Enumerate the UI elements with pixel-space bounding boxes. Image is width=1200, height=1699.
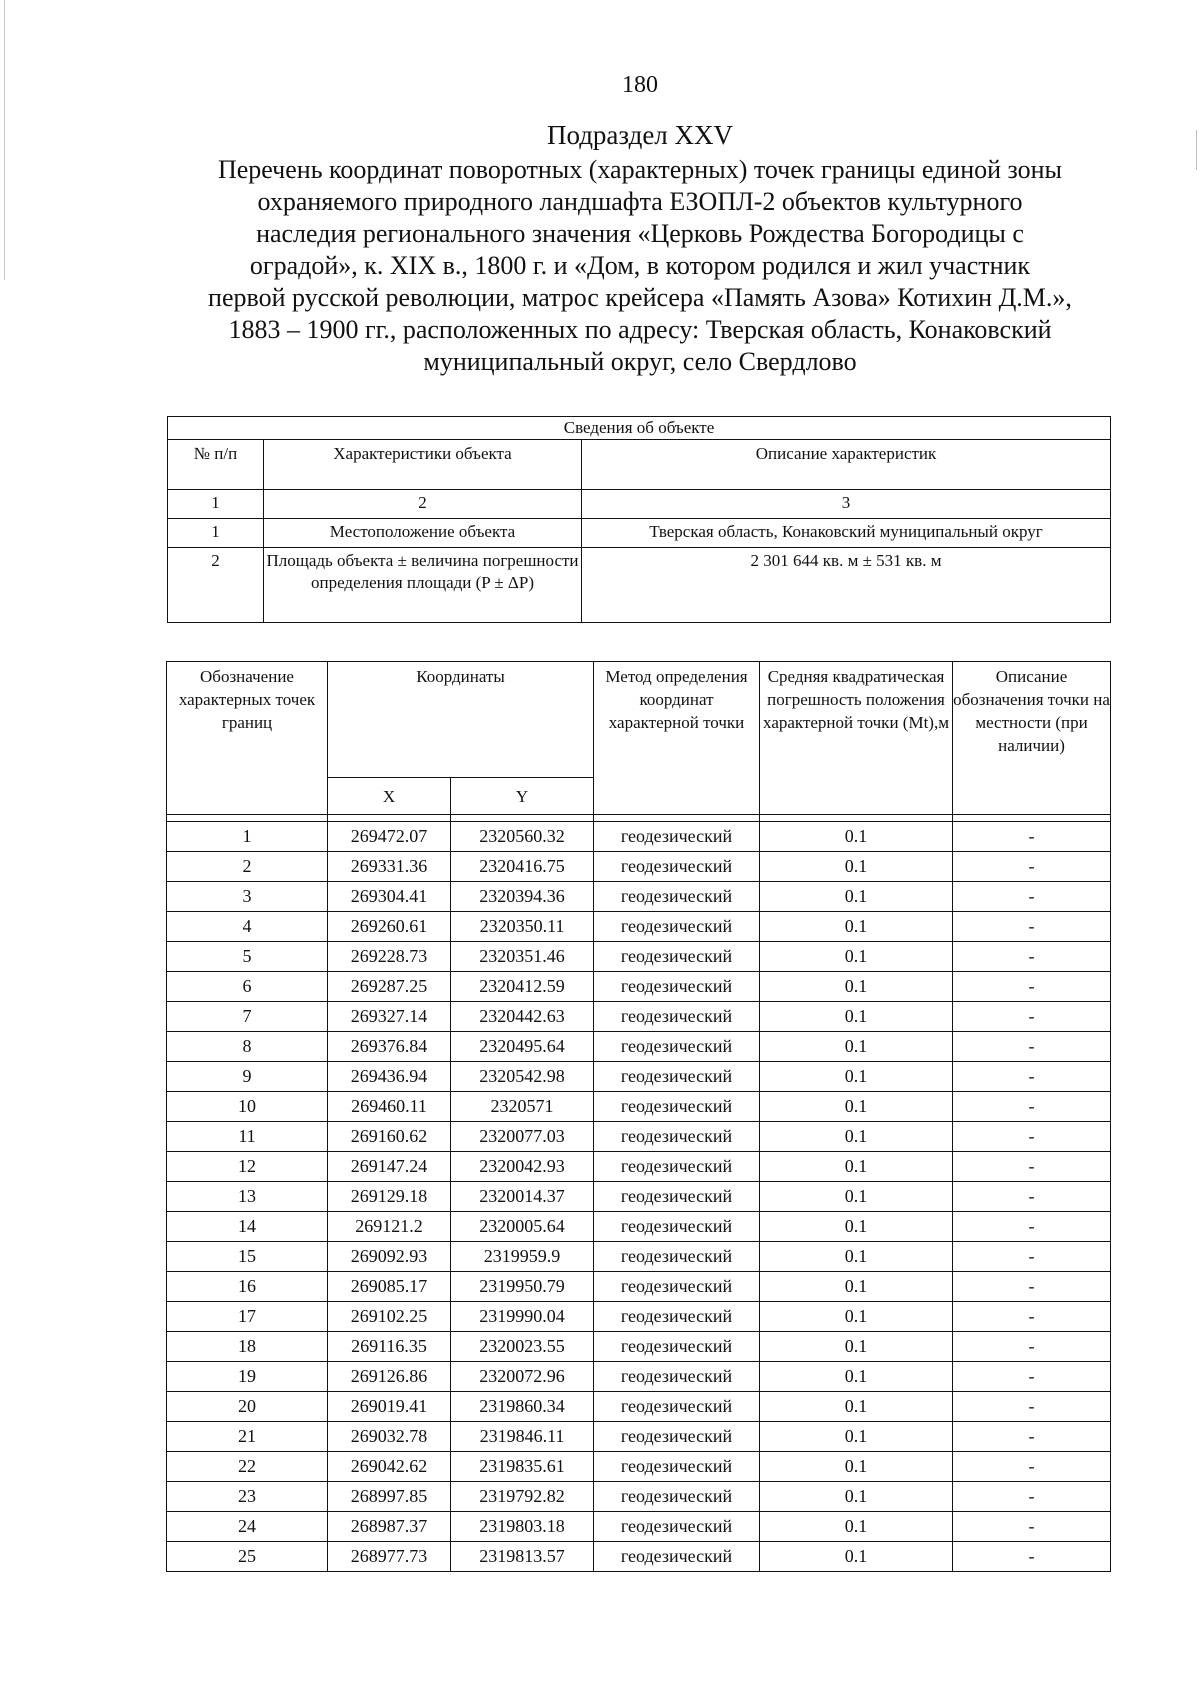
accuracy: 0.1 — [760, 1152, 953, 1182]
accuracy: 0.1 — [760, 1272, 953, 1302]
point-number: 25 — [167, 1542, 328, 1572]
point-description: - — [953, 1032, 1111, 1062]
coord-y: 2320542.98 — [451, 1062, 594, 1092]
separator-cell — [328, 815, 451, 822]
coord-y: 2320416.75 — [451, 852, 594, 882]
table-row — [167, 1092, 1111, 1122]
table-row — [167, 1002, 1111, 1032]
coord-x: 269260.61 — [328, 912, 451, 942]
heading-line: наследия регионального значения «Церковь Рождества Богородицы с — [256, 219, 1024, 248]
point-description: - — [953, 1152, 1111, 1182]
point-description: - — [953, 1062, 1111, 1092]
row-num: 2 — [168, 548, 264, 623]
coordinates-body — [167, 822, 1111, 1572]
heading-line: оградой», к. XIX в., 1800 г. и «Дом, в котором родился и жил участник — [249, 251, 1031, 280]
coord-y: 2320571 — [451, 1092, 594, 1122]
accuracy: 0.1 — [760, 1032, 953, 1062]
accuracy: 0.1 — [760, 1092, 953, 1122]
heading-line: 1883 – 1900 гг., расположенных по адресу: Тверская область, Конаковский — [228, 315, 1052, 344]
coord-y: 2320350.11 — [451, 912, 594, 942]
accuracy: 0.1 — [760, 1542, 953, 1572]
method: геодезический — [594, 822, 760, 852]
method: геодезический — [594, 942, 760, 972]
scan-edge-right — [1196, 130, 1197, 170]
point-number: 9 — [167, 1062, 328, 1092]
table-row — [167, 1122, 1111, 1152]
coordinates-table — [166, 661, 1111, 1572]
point-number: 18 — [167, 1332, 328, 1362]
coord-y: 2320351.46 — [451, 942, 594, 972]
accuracy: 0.1 — [760, 1002, 953, 1032]
table-row — [167, 1332, 1111, 1362]
accuracy: 0.1 — [760, 822, 953, 852]
point-description: - — [953, 1182, 1111, 1212]
heading-line: муниципальный округ, село Свердлово — [423, 347, 857, 376]
header-point-designation: Обозначение характерных точек границ — [167, 662, 328, 815]
point-description: - — [953, 1542, 1111, 1572]
index-cell: 1 — [168, 490, 264, 519]
table-row — [167, 1062, 1111, 1092]
point-description: - — [953, 912, 1111, 942]
method: геодезический — [594, 1002, 760, 1032]
point-description: - — [953, 1122, 1111, 1152]
coord-x: 269019.41 — [328, 1392, 451, 1422]
table-row — [168, 548, 1111, 623]
coord-x: 268977.73 — [328, 1542, 451, 1572]
point-number: 20 — [167, 1392, 328, 1422]
row-description: 2 301 644 кв. м ± 531 кв. м — [582, 548, 1111, 623]
accuracy: 0.1 — [760, 1182, 953, 1212]
table-row — [167, 1482, 1111, 1512]
point-number: 13 — [167, 1182, 328, 1212]
coord-y: 2319803.18 — [451, 1512, 594, 1542]
coord-y: 2320042.93 — [451, 1152, 594, 1182]
separator-cell — [953, 815, 1111, 822]
table-row — [167, 852, 1111, 882]
point-description: - — [953, 1392, 1111, 1422]
point-number: 19 — [167, 1362, 328, 1392]
method: геодезический — [594, 1422, 760, 1452]
point-description: - — [953, 1242, 1111, 1272]
table-row — [167, 1242, 1111, 1272]
coord-x: 269331.36 — [328, 852, 451, 882]
table-row — [167, 912, 1111, 942]
header-accuracy: Средняя квадратическая погрешность положения характерной точки (Mt),м — [760, 662, 953, 815]
method: геодезический — [594, 1062, 760, 1092]
coord-x: 269042.62 — [328, 1452, 451, 1482]
table-row — [167, 1392, 1111, 1422]
table-row — [167, 1302, 1111, 1332]
separator-cell — [760, 815, 953, 822]
accuracy: 0.1 — [760, 942, 953, 972]
point-description: - — [953, 882, 1111, 912]
coord-y: 2319835.61 — [451, 1452, 594, 1482]
point-description: - — [953, 1272, 1111, 1302]
coord-x: 269085.17 — [328, 1272, 451, 1302]
point-description: - — [953, 972, 1111, 1002]
method: геодезический — [594, 1122, 760, 1152]
table-row — [167, 1362, 1111, 1392]
accuracy: 0.1 — [760, 1332, 953, 1362]
col-header-num: № п/п — [168, 440, 264, 490]
table-row — [167, 1212, 1111, 1242]
table-row — [167, 1152, 1111, 1182]
coord-y: 2319792.82 — [451, 1482, 594, 1512]
accuracy: 0.1 — [760, 1422, 953, 1452]
separator-cell — [451, 815, 594, 822]
accuracy: 0.1 — [760, 912, 953, 942]
coord-y: 2319959.9 — [451, 1242, 594, 1272]
heading-line: Перечень координат поворотных (характерных) точек границы единой зоны — [217, 155, 1063, 184]
point-description: - — [953, 1002, 1111, 1032]
method: геодезический — [594, 1482, 760, 1512]
point-number: 2 — [167, 852, 328, 882]
table-row — [167, 1272, 1111, 1302]
point-description: - — [953, 1212, 1111, 1242]
coord-x: 269032.78 — [328, 1422, 451, 1452]
col-header-description: Описание характеристик — [582, 440, 1111, 490]
index-cell: 3 — [582, 490, 1111, 519]
method: геодезический — [594, 1512, 760, 1542]
coord-y: 2319860.34 — [451, 1392, 594, 1422]
table-row — [167, 1032, 1111, 1062]
scan-edge-left — [4, 0, 5, 280]
separator-cell — [594, 815, 760, 822]
table-row — [167, 882, 1111, 912]
point-number: 5 — [167, 942, 328, 972]
coord-x: 269287.25 — [328, 972, 451, 1002]
point-number: 22 — [167, 1452, 328, 1482]
col-header-characteristic: Характеристики объекта — [264, 440, 582, 490]
table-row — [167, 972, 1111, 1002]
accuracy: 0.1 — [760, 972, 953, 1002]
point-description: - — [953, 1302, 1111, 1332]
table-row — [167, 1542, 1111, 1572]
point-description: - — [953, 1452, 1111, 1482]
point-number: 3 — [167, 882, 328, 912]
accuracy: 0.1 — [760, 1452, 953, 1482]
point-number: 10 — [167, 1092, 328, 1122]
table-row — [168, 519, 1111, 548]
coord-y: 2320495.64 — [451, 1032, 594, 1062]
point-number: 23 — [167, 1482, 328, 1512]
accuracy: 0.1 — [760, 1242, 953, 1272]
method: геодезический — [594, 1092, 760, 1122]
point-number: 11 — [167, 1122, 328, 1152]
coord-x: 269472.07 — [328, 822, 451, 852]
coord-x: 269092.93 — [328, 1242, 451, 1272]
table-row — [167, 1182, 1111, 1212]
coord-y: 2320394.36 — [451, 882, 594, 912]
point-number: 14 — [167, 1212, 328, 1242]
header-x: X — [328, 778, 451, 815]
point-number: 15 — [167, 1242, 328, 1272]
method: геодезический — [594, 1302, 760, 1332]
coord-x: 269228.73 — [328, 942, 451, 972]
header-method: Метод определения координат характерной точки — [594, 662, 760, 815]
point-number: 1 — [167, 822, 328, 852]
point-number: 16 — [167, 1272, 328, 1302]
header-point-description: Описание обозначения точки на местности (при наличии) — [953, 662, 1111, 815]
coord-x: 268997.85 — [328, 1482, 451, 1512]
coord-y: 2319813.57 — [451, 1542, 594, 1572]
header-y: Y — [451, 778, 594, 815]
coord-x: 269436.94 — [328, 1062, 451, 1092]
point-number: 21 — [167, 1422, 328, 1452]
page-number: 180 — [622, 72, 658, 98]
coord-y: 2319990.04 — [451, 1302, 594, 1332]
document-heading — [150, 154, 1130, 378]
row-characteristic: Площадь объекта ± величина погрешности определения площади (P ± ΔP) — [264, 548, 582, 623]
accuracy: 0.1 — [760, 1212, 953, 1242]
coord-y: 2320442.63 — [451, 1002, 594, 1032]
table-row — [167, 1512, 1111, 1542]
table-row — [167, 822, 1111, 852]
accuracy: 0.1 — [760, 1122, 953, 1152]
coord-x: 269126.86 — [328, 1362, 451, 1392]
method: геодезический — [594, 1152, 760, 1182]
point-description: - — [953, 822, 1111, 852]
method: геодезический — [594, 912, 760, 942]
coord-x: 269327.14 — [328, 1002, 451, 1032]
table-row — [167, 942, 1111, 972]
method: геодезический — [594, 1542, 760, 1572]
coord-x: 269129.18 — [328, 1182, 451, 1212]
method: геодезический — [594, 1242, 760, 1272]
method: геодезический — [594, 852, 760, 882]
object-info-table — [167, 416, 1111, 623]
point-number: 12 — [167, 1152, 328, 1182]
info-table-caption: Сведения об объекте — [168, 417, 1111, 440]
coord-y: 2320005.64 — [451, 1212, 594, 1242]
coord-y: 2320412.59 — [451, 972, 594, 1002]
method: геодезический — [594, 1182, 760, 1212]
coord-y: 2320560.32 — [451, 822, 594, 852]
accuracy: 0.1 — [760, 1512, 953, 1542]
point-number: 7 — [167, 1002, 328, 1032]
method: геодезический — [594, 972, 760, 1002]
row-num: 1 — [168, 519, 264, 548]
coord-x: 269160.62 — [328, 1122, 451, 1152]
method: геодезический — [594, 1212, 760, 1242]
point-description: - — [953, 942, 1111, 972]
coord-y: 2320072.96 — [451, 1362, 594, 1392]
coord-y: 2319846.11 — [451, 1422, 594, 1452]
accuracy: 0.1 — [760, 1482, 953, 1512]
method: геодезический — [594, 1392, 760, 1422]
coord-x: 269102.25 — [328, 1302, 451, 1332]
accuracy: 0.1 — [760, 882, 953, 912]
coord-x: 269376.84 — [328, 1032, 451, 1062]
coord-y: 2320014.37 — [451, 1182, 594, 1212]
point-number: 17 — [167, 1302, 328, 1332]
table-row — [167, 1452, 1111, 1482]
point-number: 24 — [167, 1512, 328, 1542]
accuracy: 0.1 — [760, 1362, 953, 1392]
point-description: - — [953, 1362, 1111, 1392]
subsection-title: Подраздел XXV — [546, 120, 734, 150]
method: геодезический — [594, 1452, 760, 1482]
coord-y: 2319950.79 — [451, 1272, 594, 1302]
separator-cell — [167, 815, 328, 822]
method: геодезический — [594, 882, 760, 912]
heading-line: охраняемого природного ландшафта ЕЗОПЛ-2 объектов культурного — [257, 187, 1023, 216]
coord-x: 269116.35 — [328, 1332, 451, 1362]
point-number: 6 — [167, 972, 328, 1002]
coord-x: 269304.41 — [328, 882, 451, 912]
coord-x: 269147.24 — [328, 1152, 451, 1182]
point-number: 4 — [167, 912, 328, 942]
row-description: Тверская область, Конаковский муниципальный округ — [582, 519, 1111, 548]
coord-x: 268987.37 — [328, 1512, 451, 1542]
point-description: - — [953, 1512, 1111, 1542]
coord-y: 2320023.55 — [451, 1332, 594, 1362]
index-cell: 2 — [264, 490, 582, 519]
method: геодезический — [594, 1272, 760, 1302]
table-row — [167, 1422, 1111, 1452]
point-description: - — [953, 1482, 1111, 1512]
heading-line: первой русской революции, матрос крейсера «Память Азова» Котихин Д.М.», — [208, 283, 1072, 312]
row-characteristic: Местоположение объекта — [264, 519, 582, 548]
accuracy: 0.1 — [760, 1302, 953, 1332]
method: геодезический — [594, 1032, 760, 1062]
accuracy: 0.1 — [760, 1392, 953, 1422]
coord-x: 269121.2 — [328, 1212, 451, 1242]
method: геодезический — [594, 1362, 760, 1392]
point-description: - — [953, 1422, 1111, 1452]
coord-x: 269460.11 — [328, 1092, 451, 1122]
point-number: 8 — [167, 1032, 328, 1062]
point-description: - — [953, 852, 1111, 882]
method: геодезический — [594, 1332, 760, 1362]
point-description: - — [953, 1092, 1111, 1122]
accuracy: 0.1 — [760, 852, 953, 882]
point-description: - — [953, 1332, 1111, 1362]
header-coordinates: Координаты — [328, 662, 594, 778]
coord-y: 2320077.03 — [451, 1122, 594, 1152]
accuracy: 0.1 — [760, 1062, 953, 1092]
